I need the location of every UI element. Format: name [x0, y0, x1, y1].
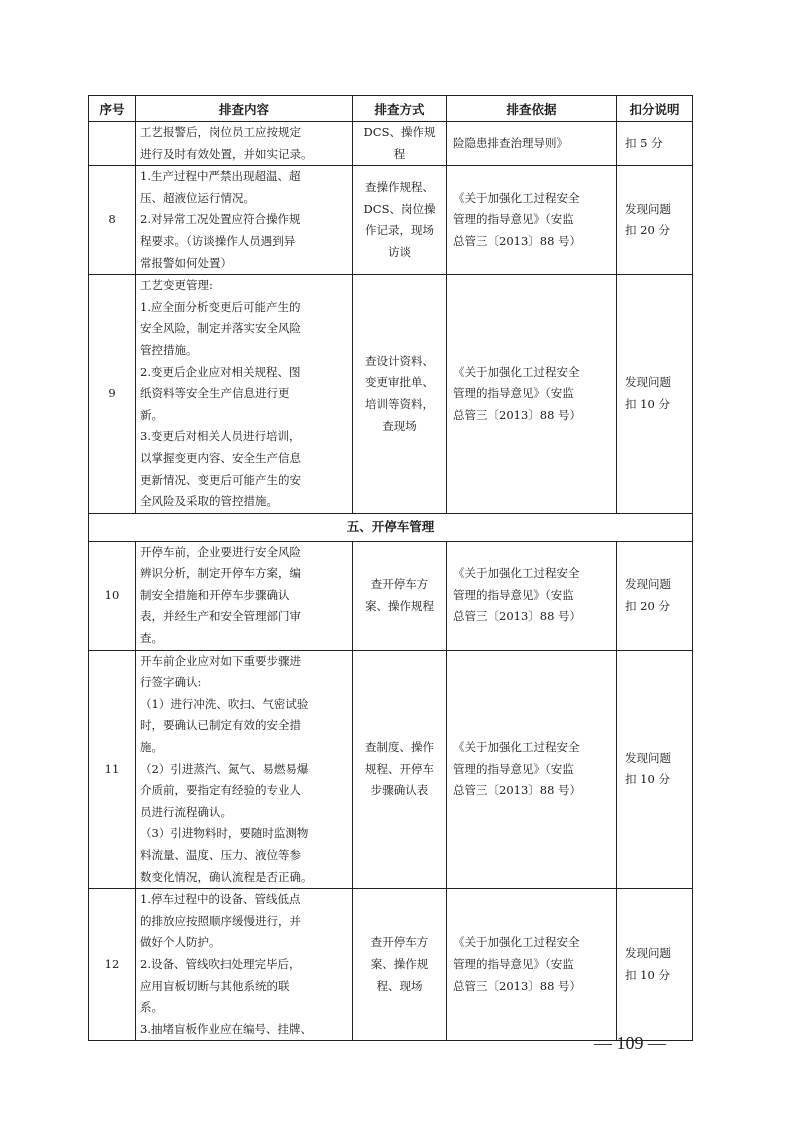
- cell-line: 行签字确认:: [140, 675, 202, 690]
- cell-line: 进行及时有效处置，并如实记录。: [140, 146, 313, 161]
- table-row: [89, 889, 693, 1041]
- row-method: [353, 275, 447, 514]
- cell-line: 总管三〔2013〕88 号）: [453, 783, 582, 798]
- header-content: 排查内容: [136, 96, 353, 122]
- cell-line: 扣 10 分: [625, 396, 670, 411]
- cell-line: （2）引进蒸汽、氮气、易燃易爆: [140, 761, 309, 776]
- cell-line: 工艺报警后，岗位员工应按规定: [140, 125, 301, 139]
- row-deduct: [617, 541, 693, 650]
- section-title: 五、开停车管理: [89, 513, 693, 541]
- cell-line: 总管三〔2013〕88 号）: [453, 233, 582, 248]
- header-basis: 排查依据: [447, 96, 617, 122]
- table-row: [89, 275, 693, 514]
- header-deduct: 扣分说明: [617, 96, 693, 122]
- cell-line: 《关于加强化工过程安全: [453, 190, 580, 205]
- cell-line: 1.停车过程中的设备、管线低点: [140, 892, 301, 907]
- row-method: [353, 541, 447, 650]
- cell-line: 施。: [140, 740, 163, 755]
- row-seq: 11: [89, 650, 136, 889]
- cell-line: 步骤确认表: [370, 783, 429, 798]
- cell-line: 查开停车方: [370, 935, 429, 950]
- cell-line: 管理的指导意见》（安监: [453, 761, 574, 776]
- table-body: [89, 122, 693, 1041]
- cell-line: 管理的指导意见》（安监: [453, 386, 574, 401]
- cell-line: 变更审批单、: [365, 375, 434, 390]
- header-method: 排查方式: [353, 96, 447, 122]
- row-method: [353, 166, 447, 275]
- cell-line: 做好个人防护。: [140, 935, 221, 950]
- cell-line: 介质前，要指定有经验的专业人: [140, 783, 301, 798]
- row-basis: [447, 650, 617, 889]
- row-seq: 9: [89, 275, 136, 514]
- cell-line: 扣 10 分: [625, 772, 670, 787]
- row-deduct: [617, 889, 693, 1041]
- cell-line: 培训等资料，: [365, 396, 434, 411]
- cell-line: 案、操作规: [370, 956, 429, 971]
- cell-line: 更新情况、变更后可能产生的安: [140, 472, 301, 487]
- cell-line: 制安全措施和开停车步骤确认: [140, 587, 290, 602]
- cell-line: 安全风险，制定并落实安全风险: [140, 321, 301, 336]
- cell-line: 1.应全面分析变更后可能产生的: [140, 299, 301, 314]
- cell-line: 料流量、温度、压力、液位等参: [140, 848, 301, 862]
- cell-line: 总管三〔2013〕88 号）: [453, 407, 582, 422]
- cell-line: 3.抽堵盲板作业应在编号、挂牌、: [140, 1021, 312, 1036]
- cell-line: 数变化情况，确认流程是否正确。: [140, 869, 313, 884]
- cell-line: 查现场: [382, 418, 417, 433]
- cell-line: 开停车前，企业要进行安全风险: [140, 544, 301, 559]
- cell-line: 发现问题: [625, 946, 671, 961]
- cell-line: 以掌握变更内容、安全生产信息: [140, 450, 301, 465]
- cell-line: 总管三〔2013〕88 号）: [453, 609, 582, 624]
- row-basis: [447, 166, 617, 275]
- row-content: [136, 889, 353, 1041]
- cell-line: 发现问题: [625, 201, 671, 216]
- cell-line: 3.变更后对相关人员进行培训，: [140, 429, 301, 444]
- cell-line: 扣 20 分: [625, 598, 670, 613]
- cell-line: 扣 5 分: [625, 135, 663, 150]
- section-row: [89, 513, 693, 541]
- row-seq: [89, 122, 136, 166]
- cell-line: 系。: [140, 1000, 163, 1015]
- cell-line: 员进行流程确认。: [140, 804, 232, 819]
- row-basis: [447, 122, 617, 166]
- cell-line: 常报警如何处置）: [140, 255, 232, 270]
- cell-line: 管理的指导意见》（安监: [453, 212, 574, 227]
- cell-line: 的排放应按照顺序缓慢进行，并: [140, 913, 301, 928]
- cell-line: 程: [393, 146, 406, 161]
- cell-line: 访谈: [388, 244, 411, 259]
- cell-line: 压、超液位运行情况。: [140, 190, 255, 205]
- cell-line: 查操作规程、: [365, 179, 434, 194]
- cell-line: 2.设备、管线吹扫处理完毕后，: [140, 956, 301, 971]
- row-content: [136, 122, 353, 166]
- row-deduct: [617, 166, 693, 275]
- cell-line: 新。: [140, 407, 163, 422]
- cell-line: 管理的指导意见》（安监: [453, 587, 574, 602]
- row-content: [136, 650, 353, 889]
- cell-line: 应用盲板切断与其他系统的联: [140, 978, 290, 993]
- row-method: [353, 122, 447, 166]
- cell-line: 《关于加强化工过程安全: [453, 740, 580, 755]
- cell-line: 发现问题: [625, 750, 671, 765]
- cell-line: 查制度、操作: [365, 740, 434, 755]
- cell-line: 管控措施。: [140, 342, 198, 357]
- cell-line: 发现问题: [625, 375, 671, 390]
- cell-line: 总管三〔2013〕88 号）: [453, 978, 582, 993]
- cell-line: 程、现场: [376, 978, 423, 993]
- row-deduct: [617, 275, 693, 514]
- cell-line: 案、操作规程: [365, 598, 434, 613]
- cell-line: 扣 20 分: [625, 223, 670, 238]
- cell-line: 开车前企业应对如下重要步骤进: [140, 653, 301, 668]
- table-row: [89, 166, 693, 275]
- cell-line: （3）引进物料时，要随时监测物: [140, 826, 309, 841]
- row-seq: 12: [89, 889, 136, 1041]
- table-header-row: [89, 96, 693, 122]
- table-row: [89, 122, 693, 166]
- cell-line: 全风险及采取的管控措施。: [140, 494, 278, 509]
- inspection-table: [88, 95, 693, 1041]
- cell-line: 发现问题: [625, 577, 671, 592]
- cell-line: 工艺变更管理:: [140, 278, 213, 293]
- cell-line: 险隐患排查治理导则》: [453, 135, 568, 150]
- row-content: [136, 166, 353, 275]
- cell-line: 程要求。（访谈操作人员遇到异: [140, 233, 296, 248]
- cell-line: 2.变更后企业应对相关规程、图: [140, 364, 301, 379]
- row-basis: [447, 541, 617, 650]
- row-method: [353, 889, 447, 1041]
- row-deduct: [617, 650, 693, 889]
- table-row: [89, 650, 693, 889]
- row-basis: [447, 275, 617, 514]
- cell-line: 查。: [140, 631, 163, 646]
- cell-line: 2.对异常工况处置应符合操作规: [140, 212, 301, 227]
- cell-line: 《关于加强化工过程安全: [453, 935, 580, 950]
- cell-line: 作记录，现场: [365, 223, 434, 238]
- cell-line: DCS、操作规: [363, 125, 436, 139]
- cell-line: 规程、开停车: [365, 761, 434, 776]
- cell-line: 时，要确认已制定有效的安全措: [140, 718, 301, 733]
- cell-line: 辨识分析，制定开停车方案，编: [140, 566, 301, 581]
- row-basis: [447, 889, 617, 1041]
- row-deduct: [617, 122, 693, 166]
- cell-line: 纸资料等安全生产信息进行更: [140, 386, 290, 401]
- cell-line: DCS、岗位操: [363, 201, 436, 216]
- page-number: — 109 —: [594, 1033, 666, 1053]
- cell-line: 《关于加强化工过程安全: [453, 364, 580, 379]
- cell-line: 《关于加强化工过程安全: [453, 566, 580, 581]
- cell-line: （1）进行冲洗、吹扫、气密试验: [140, 696, 309, 711]
- cell-line: 查设计资料、: [365, 353, 434, 368]
- table-row: [89, 541, 693, 650]
- header-seq: 序号: [89, 96, 136, 122]
- row-content: [136, 541, 353, 650]
- cell-line: 表，并经生产和安全管理部门审: [140, 609, 301, 624]
- cell-line: 扣 10 分: [625, 967, 670, 982]
- cell-line: 查开停车方: [370, 577, 429, 592]
- row-seq: 8: [89, 166, 136, 275]
- row-method: [353, 650, 447, 889]
- row-seq: 10: [89, 541, 136, 650]
- cell-line: 管理的指导意见》（安监: [453, 956, 574, 971]
- row-content: [136, 275, 353, 514]
- cell-line: 1.生产过程中严禁出现超温、超: [140, 169, 301, 184]
